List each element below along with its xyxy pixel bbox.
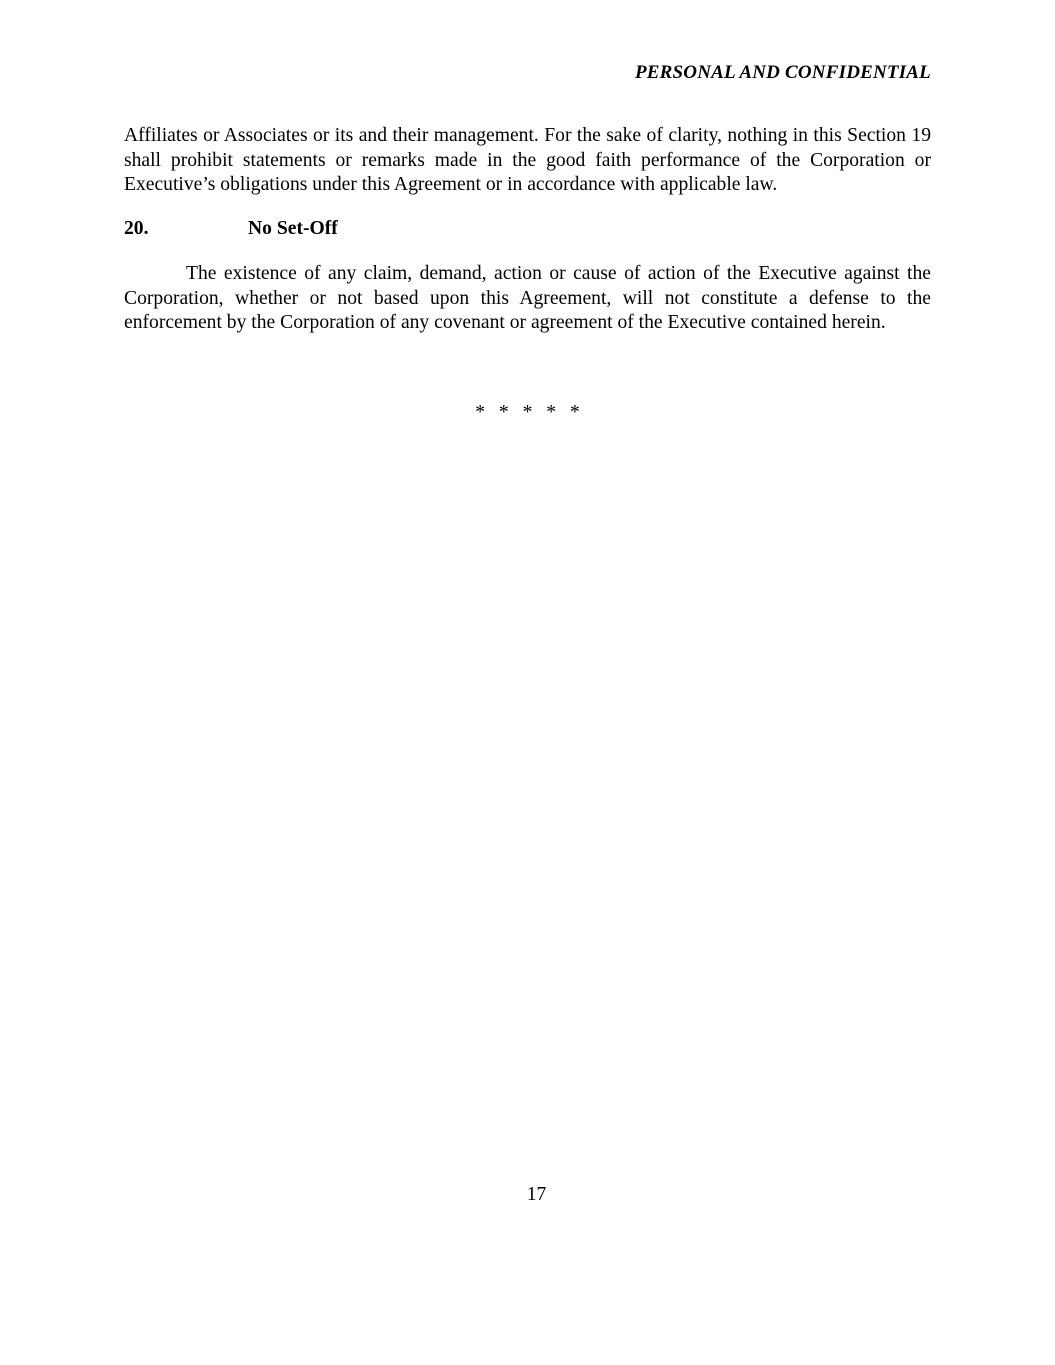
section-heading <box>124 218 338 240</box>
continued-paragraph: Affiliates or Associates or its and their management. For the sake of clarity, nothing in this Section 19 shall prohibit statements or remarks made in the good faith performance of the Corporation or Executive’s obligations under this Agreement or in accordance with applicable law. <box>124 125 931 195</box>
section-number: 20. <box>124 218 149 239</box>
section-paragraph: The existence of any claim, demand, action or cause of action of the Executive against the Corporation, whether or not based upon this Agreement, will not constitute a defense to the enforcement by the Corporation of any covenant or agreement of the Executive contained herein. <box>124 263 931 333</box>
confidentiality-header: PERSONAL AND CONFIDENTIAL <box>634 62 931 83</box>
end-of-text-marker: * * * * * <box>475 402 580 423</box>
section-title: No Set-Off <box>248 218 338 239</box>
page-number: 17 <box>526 1184 547 1205</box>
